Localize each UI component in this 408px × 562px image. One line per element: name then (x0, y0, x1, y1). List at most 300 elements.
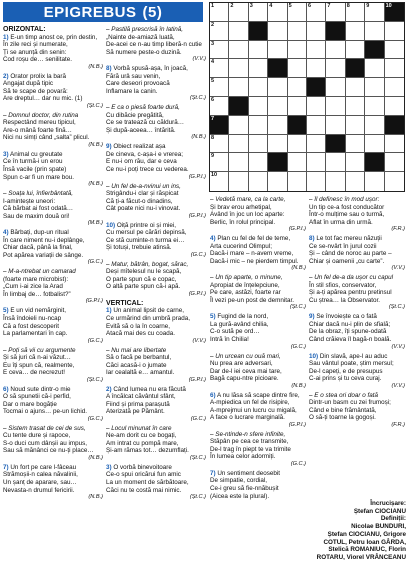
clue-line: Angajat după tipic (3, 80, 54, 88)
grid-cell[interactable] (229, 153, 248, 172)
clue-line: – M-a-ntrebat un camarad (3, 268, 76, 276)
clue-line: Și să juri că n-ai văzut… (3, 354, 71, 362)
clue-line: Aterizată pe Pământ. (106, 408, 165, 416)
grid-black-cell (326, 135, 345, 154)
clue-line (309, 353, 405, 361)
grid-cell[interactable] (326, 153, 345, 172)
clue-line: Intră în Chilia! (210, 336, 249, 344)
grid-cell-number: 7 (211, 115, 215, 122)
grid-cell[interactable] (210, 41, 229, 60)
grid-cell[interactable] (288, 22, 307, 41)
clue-line: – Soața lui, înfierbântată, (3, 190, 74, 198)
grid-black-cell (229, 97, 248, 116)
grid-cell[interactable] (346, 78, 365, 97)
grid-cell[interactable] (326, 41, 345, 60)
clue-line (106, 386, 206, 394)
clue-line: Cu tente dure și rapoce, (3, 432, 71, 440)
clue-line: Când crăieva îl bagă-n boală. (309, 336, 392, 344)
clue-number: 8) (106, 65, 112, 73)
grid-cell[interactable] (210, 135, 229, 154)
clue-line: Tocmai o ajuns… pe-un lichid. (3, 408, 87, 416)
grid-cell[interactable] (346, 41, 365, 60)
grid-cell[interactable] (268, 116, 287, 135)
grid-black-cell (288, 116, 307, 135)
clue-number: 5) (3, 307, 9, 315)
grid-cell[interactable] (210, 22, 229, 41)
clue-line: În stil sfios, conservator, (309, 281, 377, 289)
clue-line (106, 464, 206, 472)
clue-line: – E ca o piesă foarte dură, (106, 104, 180, 112)
clue-line: La gură-având chilia, (210, 320, 269, 328)
grid-cell[interactable] (385, 78, 404, 97)
grid-cell[interactable] (288, 153, 307, 172)
clue-line: Ți se anunță din senin: (3, 48, 67, 56)
clue-line: Ce se-nvârt în jurul cozii (309, 242, 377, 250)
clue-author: (V.V.) (192, 56, 206, 63)
grid-cell[interactable] (229, 3, 248, 22)
clue-entry (3, 229, 103, 267)
clue-text: Oiță printre oi și miei, (116, 221, 176, 229)
clue-line: – Un tip aparte, o minune, (210, 274, 283, 282)
grid-cell[interactable] (307, 135, 326, 154)
grid-black-cell (385, 116, 404, 135)
clue-entry (106, 261, 206, 299)
clue-entry (3, 425, 103, 463)
clue-line: Să numere peste-o duzină. (106, 48, 182, 56)
clue-line: O să spunetii că-i perfid, (3, 393, 71, 401)
grid-cell[interactable] (268, 135, 287, 154)
clue-line: A-mprejmui un lucru cu migală, (210, 406, 297, 414)
grid-cell[interactable] (365, 135, 384, 154)
clue-line: Chiar și oamenii „cu carte”. (309, 257, 385, 265)
clue-author: (G.P.I.) (188, 173, 206, 180)
grid-cell-number: 7 (327, 3, 331, 9)
clue-entry (106, 464, 206, 502)
clue-line: Și-am rămas tot… dezumflați. (106, 447, 189, 455)
grid-cell-number: 8 (346, 3, 350, 9)
clue-entry (210, 313, 306, 351)
grid-cell[interactable] (229, 22, 248, 41)
grid-black-cell (268, 59, 287, 78)
grid-cell[interactable] (249, 97, 268, 116)
grid-cell[interactable] (346, 3, 365, 22)
grid-black-cell (365, 153, 384, 172)
grid-cell[interactable] (385, 172, 404, 191)
clue-line: I-amintește uneori: (3, 197, 56, 205)
clue-author: (F.R.) (391, 421, 405, 428)
clue-text: Obiect realizat așa (113, 143, 166, 151)
column-c (210, 196, 306, 559)
clue-number: 5) (210, 313, 216, 321)
clue-line: Ce se tratează cu căldură… (106, 119, 185, 127)
clue-line: A încălcat căvântul sfânt, (106, 393, 176, 401)
clue-line: Pot apărea variații de sânge. (3, 251, 84, 259)
clue-entry (309, 353, 405, 391)
clue-line: Bagă capu-ntre picioare. (210, 375, 279, 383)
grid-cell[interactable] (307, 97, 326, 116)
clue-text: O vorbă binevoitoare (113, 463, 172, 471)
grid-cell[interactable] (365, 172, 384, 191)
clue-line: – Îl definesc în mod ușor: (309, 196, 380, 203)
grid-cell-number: 4 (269, 3, 273, 9)
across-heading: ORIZONTAL: (3, 26, 46, 33)
clue-line: Că a fost descoperit (3, 322, 60, 330)
clue-line: Într-o mulțime sau o turmă, (309, 211, 385, 219)
clue-author: (G.P.I.) (85, 298, 103, 305)
clue-line: De-acei ce n-au timp liberă-n cutie (106, 41, 202, 49)
clue-line (210, 235, 306, 243)
clue-author: (G.C.) (190, 415, 206, 422)
clue-text: Când lumea nu era făcută (113, 385, 186, 393)
clue-line: În zile reci și numerate, (3, 41, 68, 49)
clue-author: (G.C.) (290, 460, 306, 467)
clue-line: Cu ștrea… la Observator. (309, 296, 381, 304)
grid-cell[interactable] (268, 3, 287, 22)
clue-line: (foarte mare microbist): (3, 275, 69, 283)
clue-number: 9) (106, 143, 112, 151)
grid-cell[interactable] (288, 3, 307, 22)
grid-cell[interactable] (288, 172, 307, 191)
grid-cell[interactable] (268, 41, 287, 60)
grid-cell[interactable] (210, 97, 229, 116)
clue-entry (309, 313, 405, 351)
grid-cell[interactable] (210, 153, 229, 172)
clue-line (309, 313, 405, 321)
grid-cell[interactable] (288, 59, 307, 78)
grid-cell[interactable] (249, 78, 268, 97)
clue-line (210, 470, 306, 478)
clue-author: (N.B.) (191, 134, 206, 141)
clue-line: Fără urâ sau venin, (106, 72, 161, 80)
clue-number: 10) (309, 352, 319, 360)
grid-cell[interactable] (229, 172, 248, 191)
clue-author: (G.C.) (190, 251, 206, 258)
grid-cell[interactable] (385, 22, 404, 41)
clue-line: Că ți-a făcut-o dinadins, (106, 197, 173, 205)
grid-black-cell (385, 3, 404, 22)
clue-line: – Matur, bătrân, bogat, sărac, (106, 260, 189, 268)
credits-name: Stelică ROMANIUC, Florin (328, 546, 406, 554)
clue-line: Chiar dacă nu-i plin de sfială; (309, 320, 391, 328)
clue-author: (V.V.) (391, 382, 405, 389)
clue-line: Un tip ce-a fost conducător (309, 203, 385, 211)
clue-entry (3, 268, 103, 306)
grid-cell[interactable] (249, 172, 268, 191)
grid-cell[interactable] (210, 78, 229, 97)
grid-cell[interactable] (365, 78, 384, 97)
clue-text: Animal cu greutate (10, 150, 63, 158)
grid-cell[interactable] (268, 97, 287, 116)
grid-cell[interactable] (346, 116, 365, 135)
clue-line: Dintr-un basm cu zei frumoși; (309, 399, 391, 407)
clue-text: Un animal lipsit de carne, (113, 307, 185, 315)
clue-line: O parte spun că e copac, (106, 275, 177, 283)
clue-author: (M.B.) (87, 220, 103, 227)
grid-cell-number: 6 (307, 3, 312, 9)
clue-line: A-mpiedica un fel de risipire, (210, 399, 290, 407)
clue-author: (N.B.) (88, 141, 103, 148)
clue-line: E ceva… de necrezut! (3, 369, 65, 377)
clue-entry (3, 112, 103, 150)
clue-line: Însă îndoieli nu-ncap (3, 314, 62, 322)
clue-line: Ne-am dorit cu ce bogați, (106, 432, 177, 440)
grid-black-cell (307, 78, 326, 97)
clue-entry (3, 307, 103, 345)
clue-entry (309, 392, 405, 430)
clue-line: De la obraz, îți spune-odată (309, 328, 387, 336)
clue-number: 8) (309, 235, 315, 243)
clue-entry (3, 386, 103, 424)
grid-cell[interactable] (288, 78, 307, 97)
clue-line: Nici nu simți când „salta” plicul. (3, 134, 90, 142)
clue-line: Are-o mână foarte fină… (3, 126, 72, 134)
clue-entry (210, 431, 306, 469)
grid-cell[interactable] (326, 59, 345, 78)
clue-number: 6) (210, 391, 216, 399)
clue-line: Are dreptul… dar nu mic. (1) (3, 95, 83, 103)
grid-cell[interactable] (385, 97, 404, 116)
grid-cell[interactable] (249, 59, 268, 78)
grid-cell[interactable] (307, 59, 326, 78)
clue-line: Am intrat cu pompă mare, (106, 439, 179, 447)
down-heading: VERTICAL: (106, 299, 144, 307)
grid-cell[interactable] (268, 22, 287, 41)
grid-cell[interactable] (365, 3, 384, 22)
clue-line: Însă vacile (prin spate) (3, 166, 67, 174)
clue-author: (Șt.C.) (189, 454, 206, 461)
clue-author: (N.B.) (88, 63, 103, 70)
grid-cell[interactable] (365, 116, 384, 135)
clue-line: Cu dibăcie pregătită, (106, 111, 164, 119)
clue-line: Berlic, în rolul principal. (210, 218, 276, 226)
credits-author: Ștefan CIOCIANU (353, 507, 406, 515)
clue-author: (Șt.C.) (86, 102, 103, 109)
clue-number: 4) (210, 235, 216, 243)
grid-cell[interactable] (288, 135, 307, 154)
credits-names (310, 523, 406, 562)
clue-line: De-l trag în piept te va trimite (210, 445, 291, 453)
grid-cell[interactable] (249, 3, 268, 22)
clue-line: Deși mîtelesul nu le scapă, (106, 268, 182, 276)
grid-cell[interactable] (385, 59, 404, 78)
clue-line: – Un urcean cu ouă mari, (210, 352, 281, 360)
clue-line: O să-ți toarne la gogoși. (309, 414, 376, 422)
clue-line: Sau de maxim două ori! (3, 212, 70, 220)
clue-text: E un vid nemărginit, (10, 307, 67, 315)
clue-line: Ce stă cuminte-n turma ei… (106, 236, 185, 244)
clue-line: Căci nu te costă mai nimic. (106, 486, 182, 494)
grid-cell[interactable] (268, 78, 287, 97)
clue-line: – Se-ntinde-n sfere infinite, (210, 430, 286, 438)
clue-line (3, 307, 103, 315)
clue-line: Ce în turmă-i un erou (3, 158, 63, 166)
clue-line: Eu îți spun că, realmente, (3, 361, 75, 369)
grid-cell[interactable] (210, 172, 229, 191)
clue-line: Și – când de noroc au parte – (309, 250, 392, 258)
grid-cell[interactable] (249, 116, 268, 135)
clue-line: – Domnul doctor, din rutina (3, 111, 79, 119)
grid-cell[interactable] (210, 59, 229, 78)
grid-cell[interactable] (326, 78, 345, 97)
clue-line: – Vedetă mare, ca la carte, (210, 196, 286, 203)
grid-cell[interactable] (249, 41, 268, 60)
clue-number: 9) (309, 313, 315, 321)
grid-cell[interactable] (326, 116, 345, 135)
grid-cell[interactable] (307, 41, 326, 60)
clue-line: Sau vântul poate, știm mersul; (309, 360, 394, 368)
grid-cell[interactable] (229, 78, 248, 97)
grid-cell-number: 10 (385, 3, 392, 9)
clue-line: Nu prea are adversari, (210, 360, 273, 368)
grid-cell[interactable] (229, 59, 248, 78)
grid-cell[interactable] (229, 135, 248, 154)
grid-cell[interactable] (307, 172, 326, 191)
grid-cell[interactable] (346, 135, 365, 154)
grid-cell[interactable] (365, 97, 384, 116)
clue-number: 1) (106, 307, 112, 315)
grid-cell[interactable] (268, 172, 287, 191)
clue-line (3, 73, 103, 81)
grid-cell[interactable] (346, 172, 365, 191)
grid-cell[interactable] (210, 3, 229, 22)
clue-line: – Poți să vii cu argumente (3, 346, 76, 354)
clue-line: Căci acasă-i o jumate (106, 361, 167, 369)
clue-number: 3) (106, 463, 112, 471)
clue-entry (3, 464, 103, 502)
grid-black-cell (210, 116, 229, 135)
clue-author: (G.C.) (290, 343, 306, 350)
grid-cell[interactable] (307, 153, 326, 172)
clue-text: Orator prolix la bară (10, 72, 67, 80)
clue-line: Stăpân pe cea ce transmite, (210, 438, 289, 446)
clue-number: 4) (3, 229, 9, 237)
grid-cell[interactable] (365, 59, 384, 78)
clue-entry (210, 235, 306, 273)
clue-line: Cu mersul pe cărări depinsă, (106, 229, 187, 237)
clue-line: Când e bine frământată, (309, 406, 377, 414)
clue-line: „Cum i-ai zice la Arad (3, 283, 63, 291)
grid-black-cell (365, 41, 384, 60)
grid-cell[interactable] (365, 22, 384, 41)
clue-number: 7) (3, 463, 9, 471)
clue-text: Bărbați, dup-un ritual (10, 229, 69, 237)
clue-number: 7) (210, 469, 216, 477)
clue-line: Spun c-ar fi un mare bou. (3, 173, 75, 181)
credits-title: Încrucișare: (370, 500, 406, 507)
clue-line: O altă parte spun că-i apă. (106, 283, 181, 291)
clue-line: – E o stea ori doar o fată (309, 391, 378, 399)
grid-cell[interactable] (385, 135, 404, 154)
credits-name: Ștefan CIOCIANU, Grigore (327, 530, 406, 538)
credits-name: Nicolae BUNDURI, (351, 523, 406, 531)
clue-entry (309, 235, 405, 273)
grid-cell[interactable] (346, 153, 365, 172)
clue-line (106, 307, 206, 315)
grid-cell[interactable] (229, 41, 248, 60)
grid-cell[interactable] (385, 153, 404, 172)
grid-cell[interactable] (249, 153, 268, 172)
clue-text: E-un timp anost ce, prin destin, (10, 33, 98, 41)
grid-cell[interactable] (326, 3, 345, 22)
grid-cell[interactable] (307, 3, 326, 22)
clue-author: (G.P.I.) (188, 290, 206, 297)
clue-author: (N.B.) (291, 265, 306, 272)
clue-entry (210, 274, 306, 312)
grid-cell[interactable] (326, 172, 345, 191)
clue-line: Fiind și prima parașută (106, 400, 170, 408)
clue-line: Iar cealaltă e… amantul. (106, 369, 175, 377)
credits-name: COTUL, Petru Ioan GÂRDA, (323, 538, 406, 546)
clue-line: În care niment nu-i deplânge, (3, 236, 85, 244)
grid-cell[interactable] (229, 116, 248, 135)
grid-cell-number: 6 (211, 96, 215, 103)
clue-line: La parlamentari în cap. (3, 330, 68, 338)
grid-cell[interactable] (346, 22, 365, 41)
clue-line: Atacă mai des cu coada. (106, 330, 175, 338)
grid-cell[interactable] (346, 97, 365, 116)
clue-entry (210, 392, 306, 430)
grid-cell[interactable] (326, 97, 345, 116)
grid-cell[interactable] (307, 116, 326, 135)
credits-def-label: Definiții: (380, 515, 406, 523)
clue-number: 2) (106, 385, 112, 393)
clue-line: – Pastilă prescrisă în latină, (106, 26, 183, 33)
grid-cell[interactable] (385, 41, 404, 60)
clue-line (106, 143, 206, 151)
clue-entry (309, 196, 405, 234)
grid-cell-number: 9 (211, 153, 215, 160)
grid-cell[interactable] (288, 41, 307, 60)
clue-author: (Șt.C.) (86, 376, 103, 383)
clue-text: Noud sute dintr-o mie (10, 385, 71, 393)
clue-author: (N.B.) (88, 454, 103, 461)
clue-line (210, 392, 306, 400)
clue-author: (G.C.) (87, 415, 103, 422)
clue-line (3, 229, 103, 237)
clue-line: (Aicea este la plural). (210, 492, 270, 500)
clue-line: Strigându-i clar și răspicat (106, 190, 179, 198)
clue-line: Îl vezi pe-un post de demnitar. (210, 296, 295, 304)
grid-cell-number: 4 (211, 59, 215, 66)
clue-text: Plan cu fel de fel de teme, (217, 235, 291, 243)
clue-entry (3, 73, 103, 111)
clue-entry (210, 196, 306, 234)
grid-cell[interactable] (288, 97, 307, 116)
clue-line: Să te scape de povară: (3, 87, 68, 95)
clue-entry (106, 222, 206, 260)
grid-cell[interactable] (249, 135, 268, 154)
grid-cell[interactable] (307, 22, 326, 41)
clue-entry (3, 347, 103, 385)
grid-black-cell (346, 59, 365, 78)
clue-entry (106, 183, 206, 221)
clue-author: (G.C.) (87, 337, 103, 344)
title-number: (5) (142, 3, 163, 21)
clue-text: A nu lăsa să scape dintre fire, (217, 391, 300, 399)
clue-line: Cât poate nici nu-i vinovat. (106, 205, 181, 213)
grid-cell-number: 5 (288, 3, 292, 9)
clue-line: Sau să mănânci ce nu-ți place… (3, 447, 94, 455)
clue-number: 2) (3, 72, 9, 80)
clue-text: Fugind de la nord, (217, 313, 269, 321)
clue-line: Evită să o la în coarne, (106, 322, 171, 330)
column-b (106, 26, 206, 559)
clue-author: (V.V.) (391, 265, 405, 272)
clue-entry (106, 347, 206, 385)
clue-line: Dar de-l iei ceva mai tare, (210, 367, 282, 375)
clue-entry (309, 274, 405, 312)
clue-author: (G.P.I.) (188, 212, 206, 219)
